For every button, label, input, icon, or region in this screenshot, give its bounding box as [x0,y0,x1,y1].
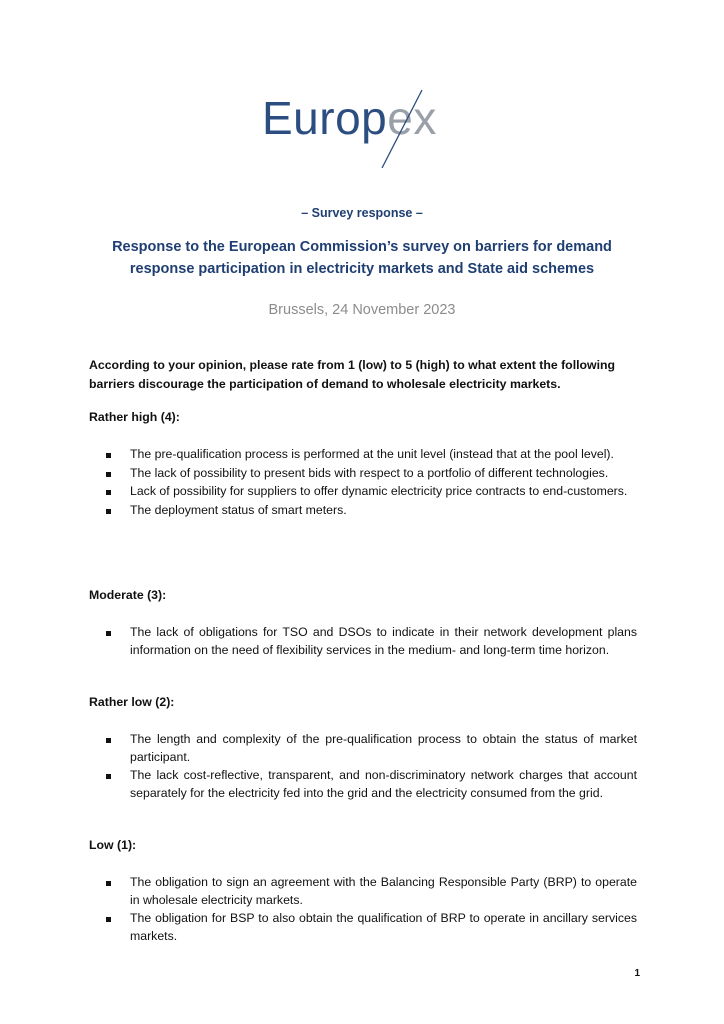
list-item [100,910,637,945]
bullet-icon [106,631,111,636]
list-rather-low [100,731,637,803]
bullet-icon [106,774,111,779]
list-item-text: The lack cost-reflective, transparent, and non-discriminatory network charges that account separately for the electricity fed into the grid and the electricity consumed from the grid. [130,768,637,800]
list-item [100,874,637,909]
list-item-text: The lack of obligations for TSO and DSOs to indicate in their network development plans information on the need of flexibility services in the medium- and long-term time horizon. [130,625,637,657]
logo-text-primary: Europ [262,92,388,144]
section-heading-moderate: Moderate (3): [89,588,167,602]
list-item [100,731,637,766]
list-item-text: The deployment status of smart meters. [130,502,347,517]
section-heading-rather-high: Rather high (4): [89,410,180,424]
bullet-icon [106,509,111,514]
list-item [100,465,637,483]
page-number: 1 [634,968,640,979]
list-item-text: The lack of possibility to present bids with respect to a portfolio of different technologies. [130,465,609,480]
bullet-icon [106,453,111,458]
list-rather-high [100,446,637,520]
bullet-icon [106,490,111,495]
section-heading-rather-low: Rather low (2): [89,695,175,709]
list-item [100,483,637,501]
europex-logo [262,88,472,158]
list-low [100,874,637,946]
list-item-text: The pre-qualification process is performed at the unit level (instead that at the pool level). [130,447,614,461]
section-heading-low: Low (1): [89,838,137,852]
logo-text-secondary: ex [387,92,437,144]
list-item-text: The length and complexity of the pre-qualification process to obtain the status of market participant. [130,732,637,764]
bullet-icon [106,738,111,743]
list-item [100,502,637,520]
bullet-icon [106,917,111,922]
bullet-icon [106,472,111,477]
place-date: Brussels, 24 November 2023 [268,302,456,318]
list-item-text: The obligation to sign an agreement with the Balancing Responsible Party (BRP) to operate in wholesale electricity markets. [130,875,637,907]
document-title: Response to the European Commission’s survey on barriers for demand response participation in electricity markets and State aid schemes [112,239,612,277]
bullet-icon [106,881,111,886]
survey-tag: – Survey response – [301,206,423,220]
survey-question: According to your opinion, please rate from 1 (low) to 5 (high) to what extent the following barriers discourage the participation of demand to wholesale electricity markets. [89,358,616,391]
list-item [100,624,637,659]
list-moderate [100,624,637,660]
list-item [100,767,637,802]
list-item-text: Lack of possibility for suppliers to offer dynamic electricity price contracts to end-customers. [130,484,628,498]
list-item-text: The obligation for BSP to also obtain the qualification of BRP to operate in ancillary services markets. [130,911,637,943]
list-item [100,446,637,464]
logo-slash-icon [262,88,472,168]
